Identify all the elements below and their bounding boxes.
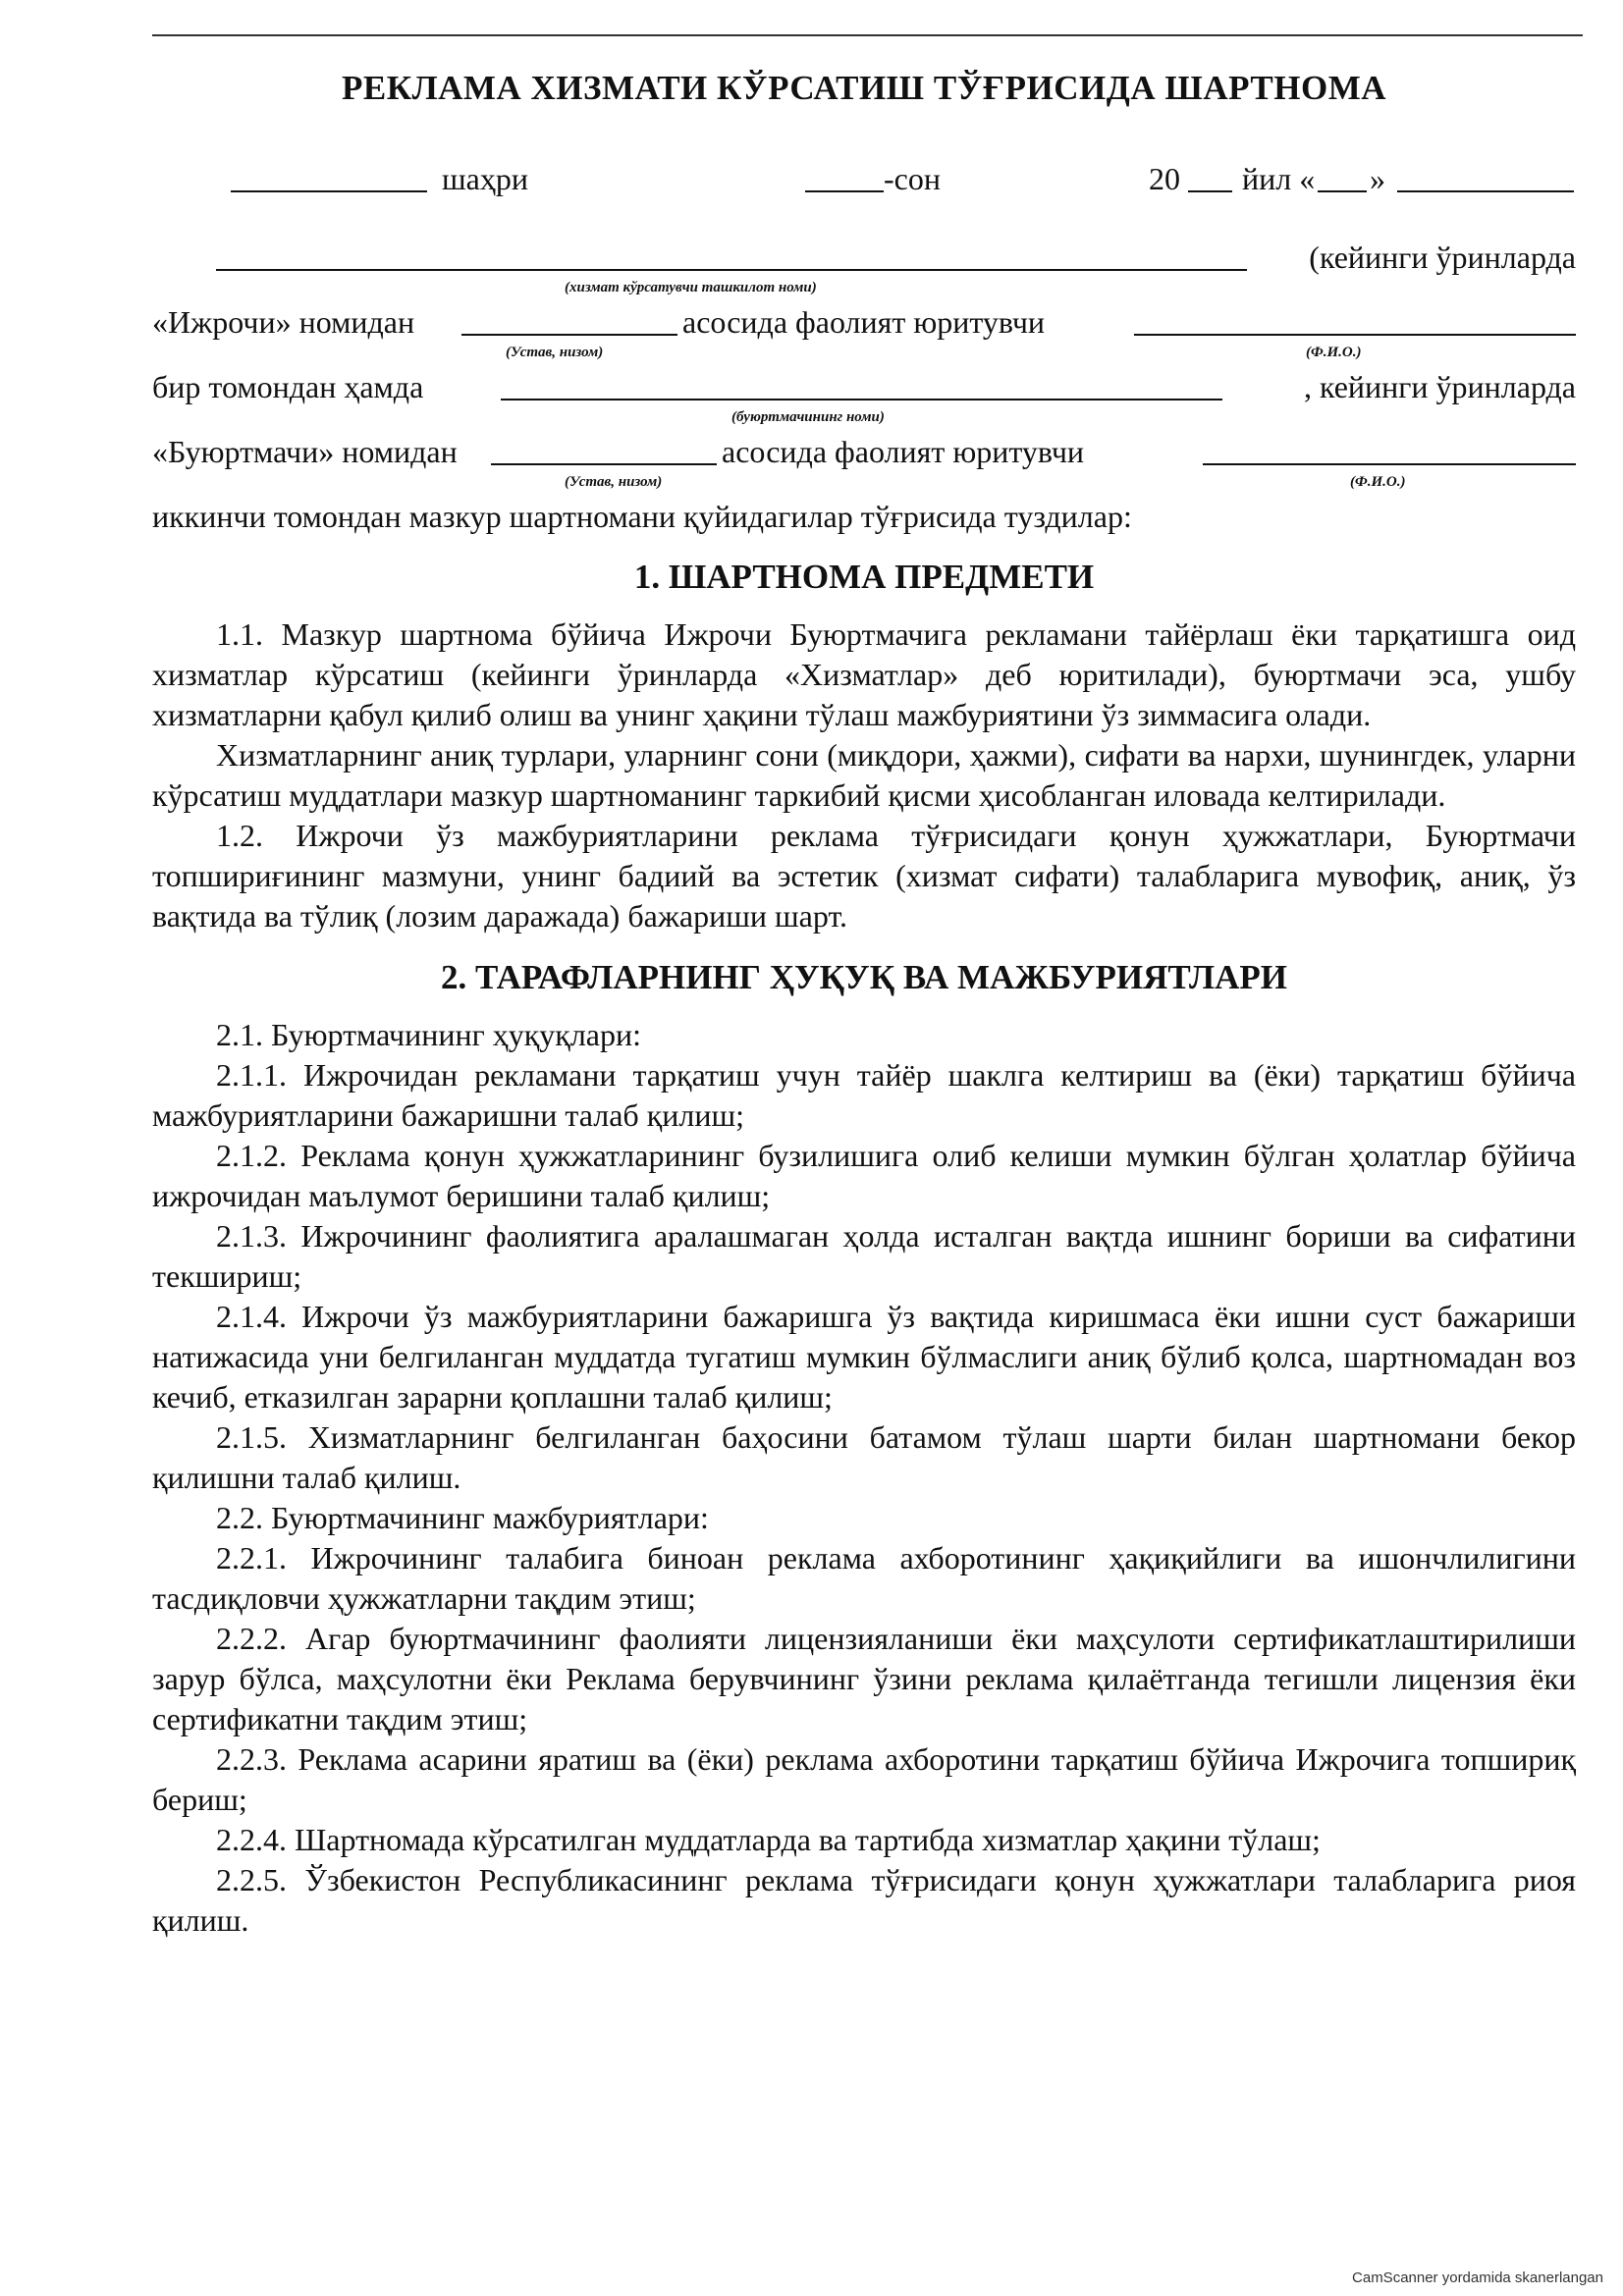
section-2-paragraph: 2.1.2. Реклама қонун ҳужжатларининг бузилишига олиб келиши мумкин бўлган ҳолатлар бўйича ижрочидан маълумот беришини талаб қилиш; xyxy=(152,1138,1576,1213)
hint-customer-name: (буюртмачининг номи) xyxy=(731,409,885,425)
section-2-paragraph: 2.2.3. Реклама асарини яратиш ва (ёки) реклама ахборотини тарқатиш бўйича Ижрочига топшириқ бериш; xyxy=(152,1741,1576,1817)
month-blank[interactable] xyxy=(1397,163,1574,192)
provider-fio-blank[interactable] xyxy=(1134,306,1576,336)
city-suffix: шаҳри xyxy=(442,161,528,196)
year-word: йил « xyxy=(1242,161,1316,196)
line3-b: , кейинги ўринларда xyxy=(1303,369,1576,404)
line4-b: асосида фаолият юритувчи xyxy=(722,434,1085,469)
top-rule xyxy=(152,34,1583,36)
hint-customer-basis: (Устав, низом) xyxy=(565,474,663,490)
city-blank[interactable] xyxy=(231,163,427,192)
hint-provider-name: (хизмат кўрсатувчи ташкилот номи) xyxy=(565,280,817,295)
line2-b: асосида фаолият юритувчи xyxy=(682,304,1046,340)
day-blank[interactable] xyxy=(1318,163,1367,192)
provider-basis-blank[interactable] xyxy=(461,306,677,336)
section-2-paragraph: 2.1.5. Хизматларнинг белгиланган баҳосини батамом тўлаш шарти билан шартномани бекор қилишни талаб қилиш. xyxy=(152,1419,1576,1495)
hint-provider-basis: (Устав, низом) xyxy=(506,345,604,360)
line4-a: «Буюртмачи» номидан xyxy=(152,434,458,469)
scanner-watermark: CamScanner yordamida skanerlangan xyxy=(1352,2269,1603,2286)
document-title: РЕКЛАМА ХИЗМАТИ КЎРСАТИШ ТЎҒРИСИДА ШАРТНОМА xyxy=(341,69,1387,107)
customer-fio-blank[interactable] xyxy=(1203,436,1576,465)
customer-name-blank[interactable] xyxy=(501,371,1222,400)
hint-provider-fio: (Ф.И.О.) xyxy=(1306,345,1362,360)
section-2-paragraph: 2.1. Буюртмачининг ҳуқуқлари: xyxy=(216,1017,641,1052)
provider-name-blank[interactable] xyxy=(216,241,1247,271)
section-2-paragraph: 2.2.2. Агар буюртмачининг фаолияти лицензияланиши ёки маҳсулоти сертификатлаштирилиши зарур бўлса, маҳсулотни ёки Реклама берувчининг ўзини реклама қилаётганда тегишли лицензия ёки сертификатни тақдим этиш; xyxy=(152,1621,1576,1736)
section-1-paragraph: 1.1. Мазкур шартнома бўйича Ижрочи Буюртмачига рекламани тайёрлаш ёки тарқатишга оид хизматлар кўрсатиш (кейинги ўринларда «Хизматлар» деб юритилади), буюртмачи эса, ушбу хизматларни қабул қилиб олиш ва унинг ҳақини тўлаш мажбуриятини ўз зиммасига олади. xyxy=(152,616,1576,732)
party-line-5: иккинчи томондан мазкур шартномани қуйидагилар тўғрисида туздилар: xyxy=(152,499,1132,534)
section-2-paragraph: 2.1.3. Ижрочининг фаолиятига аралашмаган ҳолда исталган вақтда ишнинг бориши ва сифатини текшириш; xyxy=(152,1218,1576,1294)
number-suffix: -сон xyxy=(884,161,941,196)
section-2-paragraph: 2.2.1. Ижрочининг талабига биноан реклама ахборотининг ҳақиқийлиги ва ишончлилигини тасдиқловчи ҳужжатларни тақдим этиш; xyxy=(152,1540,1576,1616)
year-blank[interactable] xyxy=(1188,163,1232,192)
section-2-paragraph: 2.1.1. Ижрочидан рекламани тарқатиш учун тайёр шаклга келтириш ва (ёки) тарқатиш бўйича мажбуриятларини бажаришни талаб қилиш; xyxy=(152,1057,1576,1133)
section-1-paragraph: Хизматларнинг аниқ турлари, уларнинг сони (миқдори, ҳажми), сифати ва нархи, шунингдек, уларни кўрсатиш муддатлари мазкур шартноманинг таркибий қисми ҳисобланган иловада келтирилади. xyxy=(152,737,1576,813)
header-line xyxy=(152,159,1576,198)
number-blank[interactable] xyxy=(805,163,884,192)
line1-tail: (кейинги ўринларда xyxy=(1309,240,1576,275)
hint-customer-fio: (Ф.И.О.) xyxy=(1350,474,1406,490)
party-line-1 xyxy=(152,238,1576,295)
line2-a: «Ижрочи» номидан xyxy=(152,304,415,340)
section-2-paragraph: 2.2.4. Шартномада кўрсатилган муддатларда ва тартибда хизматлар ҳақини тўлаш; xyxy=(216,1822,1321,1857)
party-line-4 xyxy=(152,432,1576,490)
section-1-paragraph: 1.2. Ижрочи ўз мажбуриятларини реклама тўғрисидаги қонун ҳужжатлари, Буюртмачи топшириғининг мазмуни, унинг бадиий ва эстетик (хизмат сифати) талабларига мувофиқ, аниқ, ўз вақтида ва тўлиқ (лозим даражада) бажариши шарт. xyxy=(152,818,1576,934)
section-2-paragraph: 2.2. Буюртмачининг мажбуриятлари: xyxy=(216,1500,709,1535)
section-1-title: 1. ШАРТНОМА ПРЕДМЕТИ xyxy=(633,558,1095,596)
line3-a: бир томондан ҳамда xyxy=(152,369,424,404)
party-line-3 xyxy=(152,367,1576,425)
year-prefix: 20 xyxy=(1149,161,1180,196)
section-2-paragraph: 2.2.5. Ўзбекистон Республикасининг реклама тўғрисидаги қонун ҳужжатлари талабларига риоя қилиш. xyxy=(152,1862,1576,1938)
date-close: » xyxy=(1370,161,1385,196)
section-2-title: 2. ТАРАФЛАРНИНГ ҲУҚУҚ ВА МАЖБУРИЯТЛАРИ xyxy=(441,958,1287,996)
document-page xyxy=(152,69,1576,1941)
section-2-paragraph: 2.1.4. Ижрочи ўз мажбуриятларини бажаришга ўз вақтида киришмаса ёки ишни суст бажариши натижасида уни белгиланган муддатда тугатиш мумкин бўлмаслиги аниқ бўлиб қолса, шартномадан воз кечиб, етказилган зарарни қоплашни талаб қилиш; xyxy=(152,1299,1576,1415)
party-line-2 xyxy=(152,302,1576,360)
customer-basis-blank[interactable] xyxy=(491,436,717,465)
